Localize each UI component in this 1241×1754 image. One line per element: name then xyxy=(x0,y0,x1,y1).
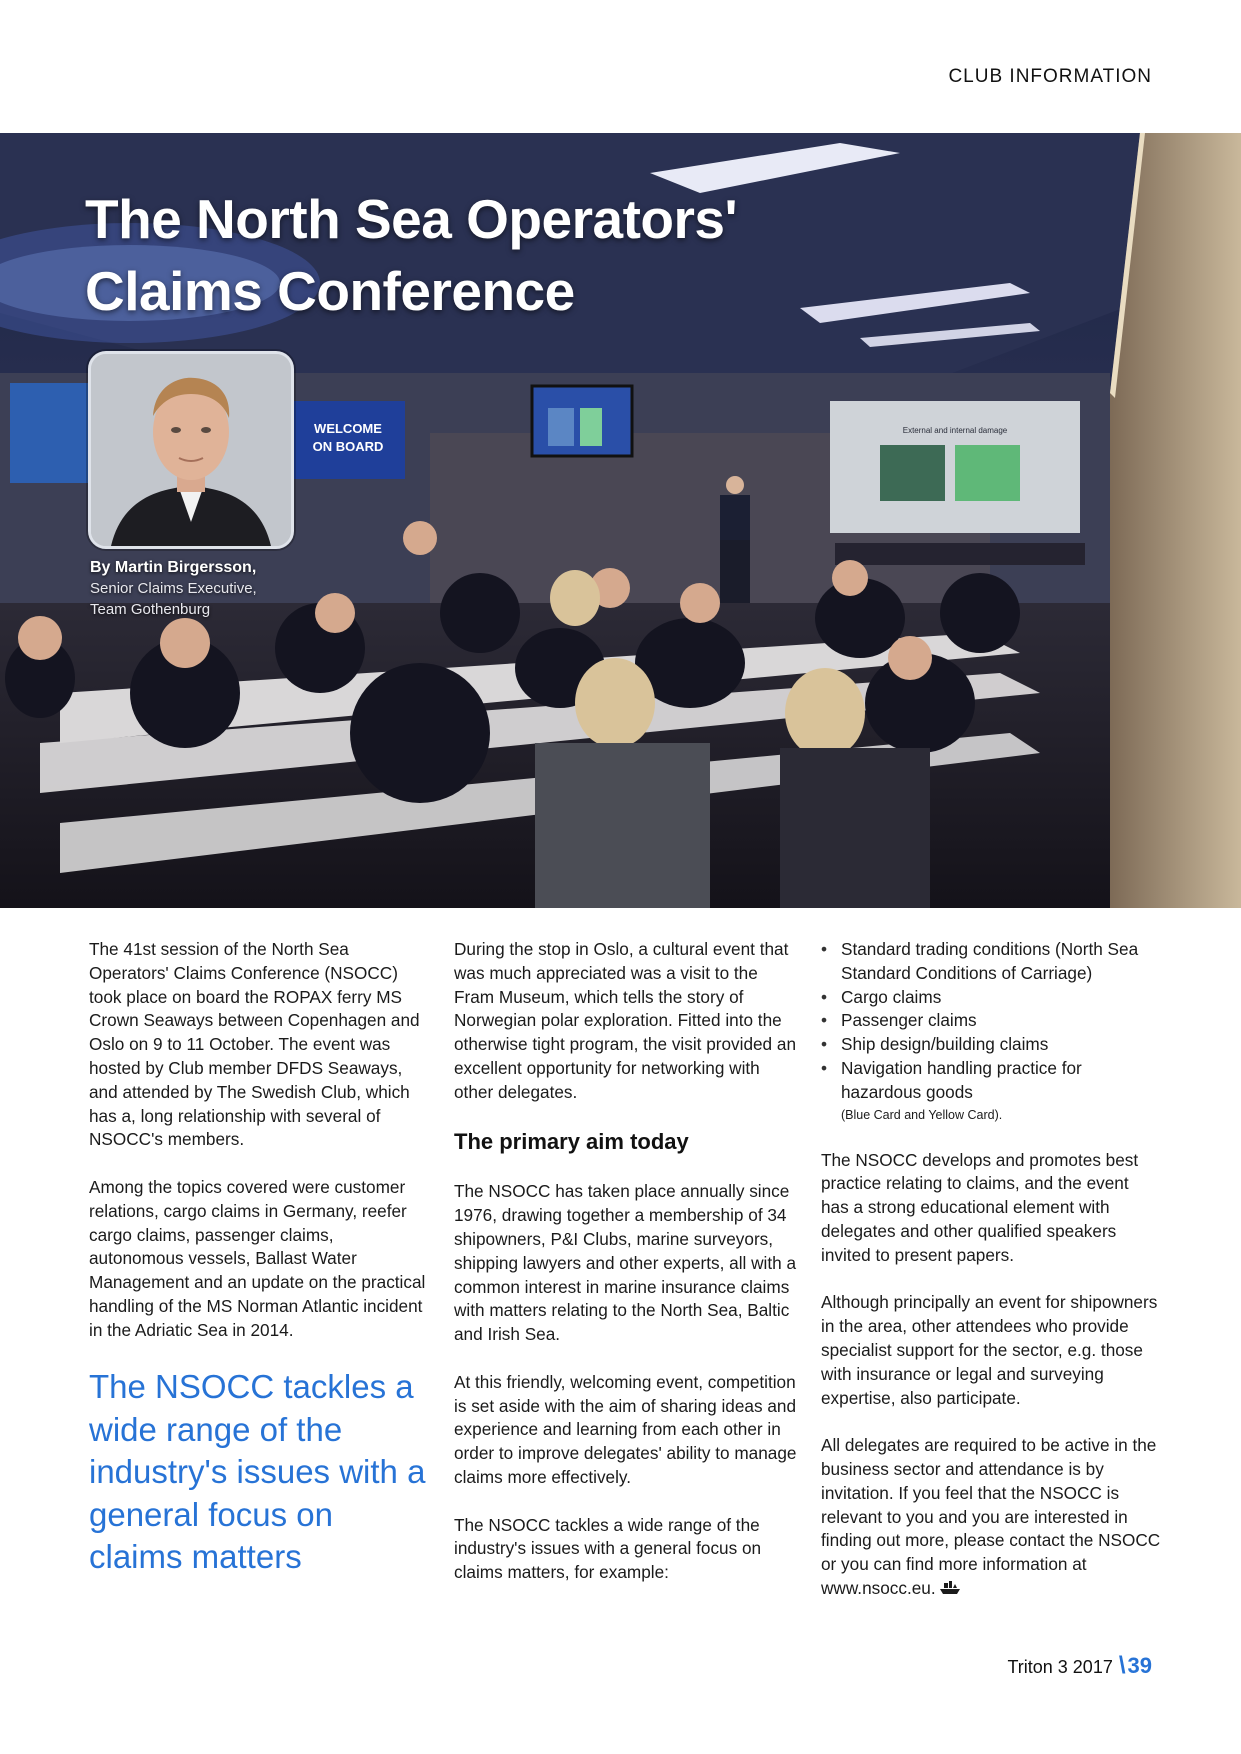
article-column-3 xyxy=(821,938,1161,1625)
pull-quote: The NSOCC tackles a wide range of the industry's issues with a general focus on claims matters xyxy=(89,1368,426,1576)
ship-logo-icon xyxy=(939,1580,961,1596)
subheading: The primary aim today xyxy=(454,1129,689,1155)
page-number: 39 xyxy=(1127,1653,1152,1678)
author-photo xyxy=(91,354,291,546)
list-item: • Ship design/building claims xyxy=(821,1033,1161,1057)
paragraph: Although principally an event for shipowners in the area, other attendees who provide specialist support for the sector, e.g. those with insurance or legal and surveying expertise, also participate. xyxy=(821,1292,1158,1408)
paragraph: At this friendly, welcoming event, competition is set aside with the aim of sharing ideas and experience and learning from each other in order to improve delegates' ability to manage claims more effectively. xyxy=(454,1371,797,1487)
hero-photo xyxy=(0,133,1241,908)
article-title-line2: Claims Conference xyxy=(85,260,575,322)
bullet-note: (Blue Card and Yellow Card). xyxy=(841,1107,1003,1122)
page-footer xyxy=(1007,1652,1152,1680)
list-item: • Passenger claims xyxy=(821,1009,1161,1033)
article-title xyxy=(85,183,737,327)
article-title-line1: The North Sea Operators' xyxy=(85,188,738,250)
author-team: Team Gothenburg xyxy=(90,601,211,618)
section-label: CLUB INFORMATION xyxy=(948,66,1152,87)
paragraph: The 41st session of the North Sea Operators' Claims Conference (NSOCC) took place on board the ROPAX ferry MS Crown Seaways between Copenhagen and Oslo on 9 to 11 October. The event was hosted by Club member DFDS Seaways, and attended by The Swedish Club, which has a, long relationship with several of NSOCC's members. xyxy=(89,939,420,1150)
publication-name: Triton 3 2017 xyxy=(1007,1657,1113,1677)
author-portrait xyxy=(88,351,294,549)
footer-divider: \ xyxy=(1118,1652,1126,1679)
author-role: Senior Claims Executive, xyxy=(90,580,257,597)
paragraph: The NSOCC has taken place annually since 1976, drawing together a membership of 34 shipowners, P&I Clubs, marine surveyors, shipping lawyers and other experts, all with a common interest in marine insurance claims with matters relating to the North Sea, Baltic and Irish Sea. xyxy=(454,1181,797,1345)
list-item: • Cargo claims xyxy=(821,986,1161,1010)
welcome-screen-line1: WELCOME xyxy=(314,421,382,436)
welcome-screen-line2: ON BOARD xyxy=(312,439,384,454)
author-byline xyxy=(90,557,257,620)
topics-list xyxy=(821,938,1161,1105)
author-name: By Martin Birgersson, xyxy=(90,559,257,576)
paragraph: The NSOCC develops and promotes best practice relating to claims, and the event has a strong educational element with delegates and other qualified speakers invited to present papers. xyxy=(821,1149,1139,1265)
article-column-2 xyxy=(454,938,799,1609)
closing-text: All delegates are required to be active in the business sector and attendance is by invitation. If you feel that the NSOCC is relevant to you and you are interested in finding out more, please contact the NSOCC or you can find more information at www.nsocc.eu. xyxy=(821,1435,1161,1598)
article-column-1 xyxy=(89,938,429,1579)
projector-slide-title: External and internal damage xyxy=(902,426,1008,435)
paragraph: During the stop in Oslo, a cultural event that was much appreciated was a visit to the Fram Museum, which tells the story of Norwegian polar exploration. Fitted into the otherwise tight program, the visit provided an excellent opportunity for networking with other delegates. xyxy=(454,939,797,1102)
closing-paragraph xyxy=(821,1434,1161,1601)
paragraph: Among the topics covered were customer relations, cargo claims in Germany, reefer cargo claims, passenger claims, autonomous vessels, Ballast Water Management and an update on the practical handling of the MS Norman Atlantic incident in the Adriatic Sea in 2014. xyxy=(89,1176,426,1340)
list-item: • Standard trading conditions (North Sea Standard Conditions of Carriage) xyxy=(821,938,1161,986)
paragraph: The NSOCC tackles a wide range of the industry's issues with a general focus on claims matters, for example: xyxy=(454,1514,762,1583)
list-item: • Navigation handling practice for hazardous goods xyxy=(821,1057,1161,1105)
